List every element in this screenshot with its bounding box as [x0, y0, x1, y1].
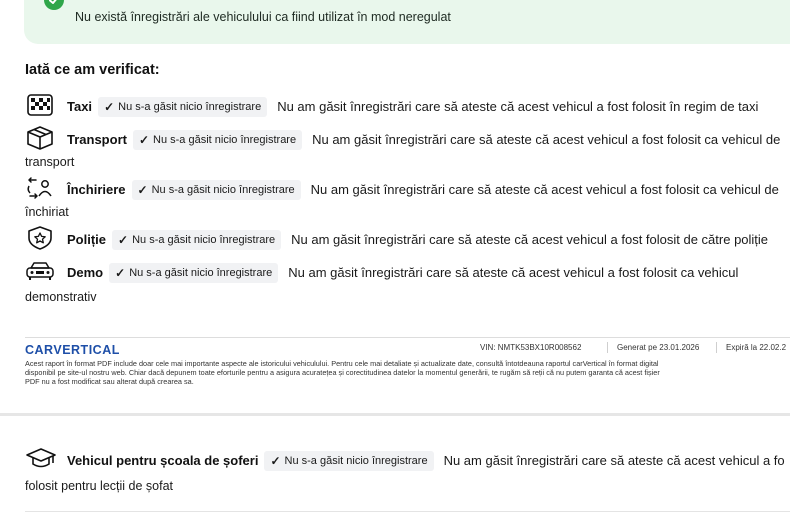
banner-text: Nu există înregistrări ale vehiculului ca fiind utilizat în mod neregulat — [75, 10, 451, 24]
police-badge-icon — [25, 226, 57, 250]
check-description: Nu am găsit înregistrări care să ateste că acest vehicul a fo — [443, 453, 785, 468]
check-description-continued: folosit pentru lecții de șofat — [25, 479, 173, 493]
page-break — [0, 413, 790, 416]
check-title: Transport — [67, 132, 127, 147]
checkmark-icon: ✓ — [270, 454, 281, 468]
check-description-continued: demonstrativ — [25, 290, 97, 304]
status-badge — [109, 263, 278, 283]
check-title: Demo — [67, 265, 104, 280]
check-description-continued: transport — [25, 155, 75, 169]
check-description-continued: închiriat — [25, 205, 69, 219]
generated-date: Generat pe 23.01.2026 — [617, 343, 700, 352]
disclaimer — [25, 359, 790, 386]
vin-label: VIN: NMTK53BX10R008562 — [480, 343, 582, 352]
check-description: Nu am găsit înregistrări care să ateste că acest vehicul a fost folosit în regim de taxi — [277, 99, 759, 114]
rental-icon — [25, 176, 57, 200]
check-description: Nu am găsit înregistrări care să ateste că acest vehicul a fost folosit ca vehicul — [288, 265, 739, 280]
box-icon — [25, 126, 57, 150]
badge-label: Nu s-a găsit nicio înregistrare — [129, 267, 273, 279]
meta-divider — [607, 342, 608, 353]
status-badge — [264, 451, 433, 471]
carvertical-logo: CARVERTICAL — [25, 343, 120, 357]
check-description: Nu am găsit înregistrări care să ateste că acest vehicul a fost folosit ca vehicul de — [310, 182, 779, 197]
status-badge — [98, 97, 267, 117]
checkmark-icon: ✓ — [118, 233, 129, 247]
taxi-icon — [25, 93, 57, 117]
check-title: Închiriere — [67, 182, 126, 197]
status-badge — [132, 180, 301, 200]
checkmark-icon: ✓ — [115, 266, 126, 280]
disclaimer-line: disponibil pe site-ul nostru web. Chiar dacă depunem toate eforturile pentru a asigura acuratețea și corectitudinea datelor la momentul generării, te rugăm să reții că nu putem garanta că acest fișier — [25, 368, 660, 377]
check-title: Vehicul pentru școala de șoferi — [67, 453, 259, 468]
status-badge — [112, 230, 281, 250]
disclaimer-line: PDF nu a fost modificat sau alterat după crearea sa. — [25, 377, 194, 386]
check-title: Poliție — [67, 232, 107, 247]
demo-car-icon — [25, 259, 57, 283]
expiry-date: Expiră la 22.02.2 — [726, 343, 787, 352]
badge-label: Nu s-a găsit nicio înregistrare — [118, 101, 262, 113]
check-title: Taxi — [67, 99, 93, 114]
footer-divider — [25, 337, 790, 338]
bottom-divider — [25, 511, 790, 512]
section-heading: Iată ce am verificat: — [25, 62, 160, 78]
check-description: Nu am găsit înregistrări care să ateste că acest vehicul a fost folosit de către poliție — [291, 232, 769, 247]
meta-divider — [716, 342, 717, 353]
checkmark-icon: ✓ — [137, 183, 148, 197]
graduation-cap-icon — [25, 447, 57, 471]
badge-label: Nu s-a găsit nicio înregistrare — [153, 134, 297, 146]
disclaimer-line: Acest raport în format PDF include doar cele mai importante aspecte ale istoricului vehiculului. Pentru cele mai detaliate și actualizate date, consultă întotdeauna raportul carVertical în format digital — [25, 359, 659, 368]
status-badge — [133, 130, 302, 150]
checkmark-icon: ✓ — [138, 133, 150, 147]
badge-label: Nu s-a găsit nicio înregistrare — [284, 455, 428, 467]
badge-label: Nu s-a găsit nicio înregistrare — [151, 184, 295, 196]
check-description: Nu am găsit înregistrări care să ateste că acest vehicul a fost folosit ca vehicul de — [312, 132, 781, 147]
badge-label: Nu s-a găsit nicio înregistrare — [132, 234, 276, 246]
checkmark-icon: ✓ — [104, 100, 115, 114]
